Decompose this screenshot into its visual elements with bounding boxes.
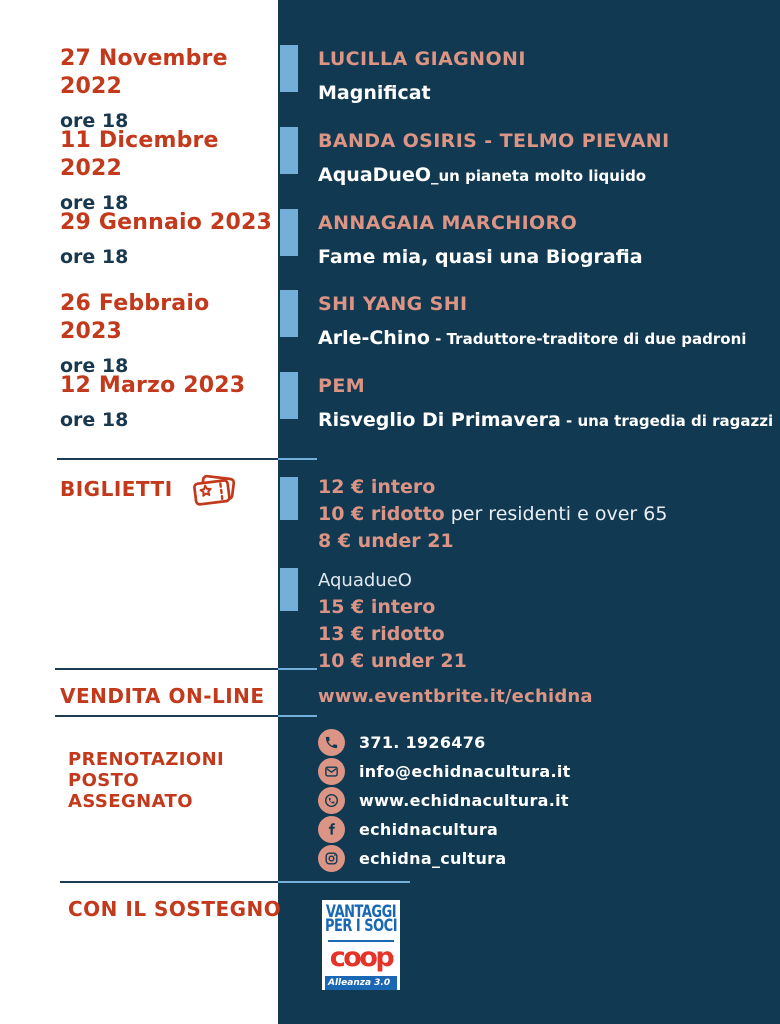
contact-website-text: www.echidnacultura.it — [359, 791, 569, 810]
event-date — [60, 290, 275, 377]
contact-facebook[interactable] — [318, 816, 571, 843]
show-title-sub: - Traduttore-traditore di due padroni — [429, 330, 747, 348]
accent-marker — [280, 477, 298, 520]
price-value: 12 € intero — [318, 476, 436, 498]
contact-phone[interactable] — [318, 729, 571, 756]
event-date — [60, 45, 275, 132]
email-icon — [318, 758, 345, 785]
event-info — [318, 210, 780, 268]
price-line — [318, 528, 667, 555]
coop-logo-line2: PER I SOCI — [324, 916, 398, 937]
website-icon — [318, 787, 345, 814]
reservations-heading-line: POSTO — [68, 770, 140, 791]
artist-name: LUCILLA GIAGNONI — [318, 48, 526, 70]
event-date-text: 11 Dicembre 2022 — [60, 128, 219, 181]
ticket-prices-aquadueo — [318, 567, 467, 675]
show-title-sub: - una tragedia di ragazzi — [560, 412, 774, 430]
price-line — [318, 501, 667, 528]
price-group-title: AquadueO — [318, 570, 412, 591]
contact-instagram[interactable] — [318, 845, 571, 872]
artist-name: SHI YANG SHI — [318, 293, 468, 315]
accent-marker — [280, 127, 298, 174]
coop-logo-footer: Alleanza 3.0 — [325, 976, 397, 990]
event-date — [60, 372, 275, 431]
tickets-heading-row — [60, 477, 239, 515]
show-title-main: Magnificat — [318, 82, 431, 104]
event-row — [0, 209, 780, 268]
event-info — [318, 128, 780, 186]
event-row — [0, 290, 780, 377]
price-note: per residenti e over 65 — [444, 503, 668, 525]
event-info — [318, 373, 780, 431]
event-row — [0, 372, 780, 431]
contact-phone-text: 371. 1926476 — [359, 733, 486, 752]
event-time: ore 18 — [60, 355, 129, 377]
show-title-main: Risveglio Di Primavera — [318, 409, 561, 431]
show-title — [318, 327, 780, 349]
show-title-main: AquaDueO — [318, 164, 431, 186]
price-line: 15 € intero — [318, 596, 436, 618]
contact-instagram-text: echidna_cultura — [359, 849, 507, 868]
online-sale-heading: VENDITA ON-LINE — [60, 684, 265, 708]
support-heading: CON IL SOSTEGNO — [68, 897, 282, 921]
tickets-heading: BIGLIETTI — [60, 477, 173, 501]
event-time: ore 18 — [60, 192, 129, 214]
tickets-icon — [191, 473, 239, 515]
price-line: 10 € under 21 — [318, 650, 467, 672]
event-date-text: 12 Marzo 2023 — [60, 373, 246, 398]
accent-marker — [280, 45, 298, 92]
show-title-main: Fame mia, quasi una Biografia — [318, 246, 643, 268]
artist-name: PEM — [318, 375, 366, 397]
artist-name: BANDA OSIRIS - TELMO PIEVANI — [318, 130, 670, 152]
artist-name: ANNAGAIA MARCHIORO — [318, 212, 578, 234]
event-time: ore 18 — [60, 110, 129, 132]
show-title — [318, 82, 780, 104]
price-line: 13 € ridotto — [318, 623, 445, 645]
event-time: ore 18 — [60, 409, 129, 431]
event-info — [318, 291, 780, 349]
section-divider — [57, 458, 317, 460]
event-date-text: 26 Febbraio 2023 — [60, 291, 210, 344]
event-time: ore 18 — [60, 246, 129, 268]
event-info — [318, 46, 780, 104]
contact-email[interactable] — [318, 758, 571, 785]
phone-icon — [318, 729, 345, 756]
contact-list — [318, 729, 571, 872]
accent-marker — [280, 372, 298, 419]
ticket-prices-standard — [318, 474, 667, 555]
price-value: 8 € under 21 — [318, 530, 454, 552]
event-date-text: 29 Gennaio 2023 — [60, 210, 272, 235]
online-sale-url[interactable]: www.eventbrite.it/echidna — [318, 686, 593, 707]
event-row — [0, 127, 780, 214]
show-title-main: Arle-Chino — [318, 327, 430, 349]
contact-facebook-text: echidnacultura — [359, 820, 499, 839]
contact-website[interactable] — [318, 787, 571, 814]
reservations-heading-line: PRENOTAZIONI — [68, 749, 225, 770]
price-line — [318, 474, 667, 501]
reservations-heading — [68, 749, 224, 812]
reservations-heading-line: ASSEGNATO — [68, 791, 193, 812]
show-title — [318, 164, 780, 186]
accent-marker — [280, 568, 298, 611]
accent-marker — [280, 290, 298, 337]
coop-logo — [322, 900, 400, 990]
coop-brand-text: coop — [329, 942, 393, 973]
event-date — [60, 127, 275, 214]
section-divider — [55, 668, 317, 670]
event-date — [60, 209, 275, 268]
section-divider — [60, 881, 410, 883]
section-divider — [55, 715, 317, 717]
show-title — [318, 409, 780, 431]
facebook-icon — [318, 816, 345, 843]
event-date-text: 27 Novembre 2022 — [60, 46, 228, 99]
contact-email-text: info@echidnacultura.it — [359, 762, 571, 781]
instagram-icon — [318, 845, 345, 872]
show-title — [318, 246, 780, 268]
event-row — [0, 45, 780, 132]
coop-logo-line1: VANTAGGI — [325, 902, 397, 923]
show-title-sub: _un pianeta molto liquido — [431, 167, 647, 185]
accent-marker — [280, 209, 298, 256]
price-value: 10 € ridotto — [318, 503, 445, 525]
